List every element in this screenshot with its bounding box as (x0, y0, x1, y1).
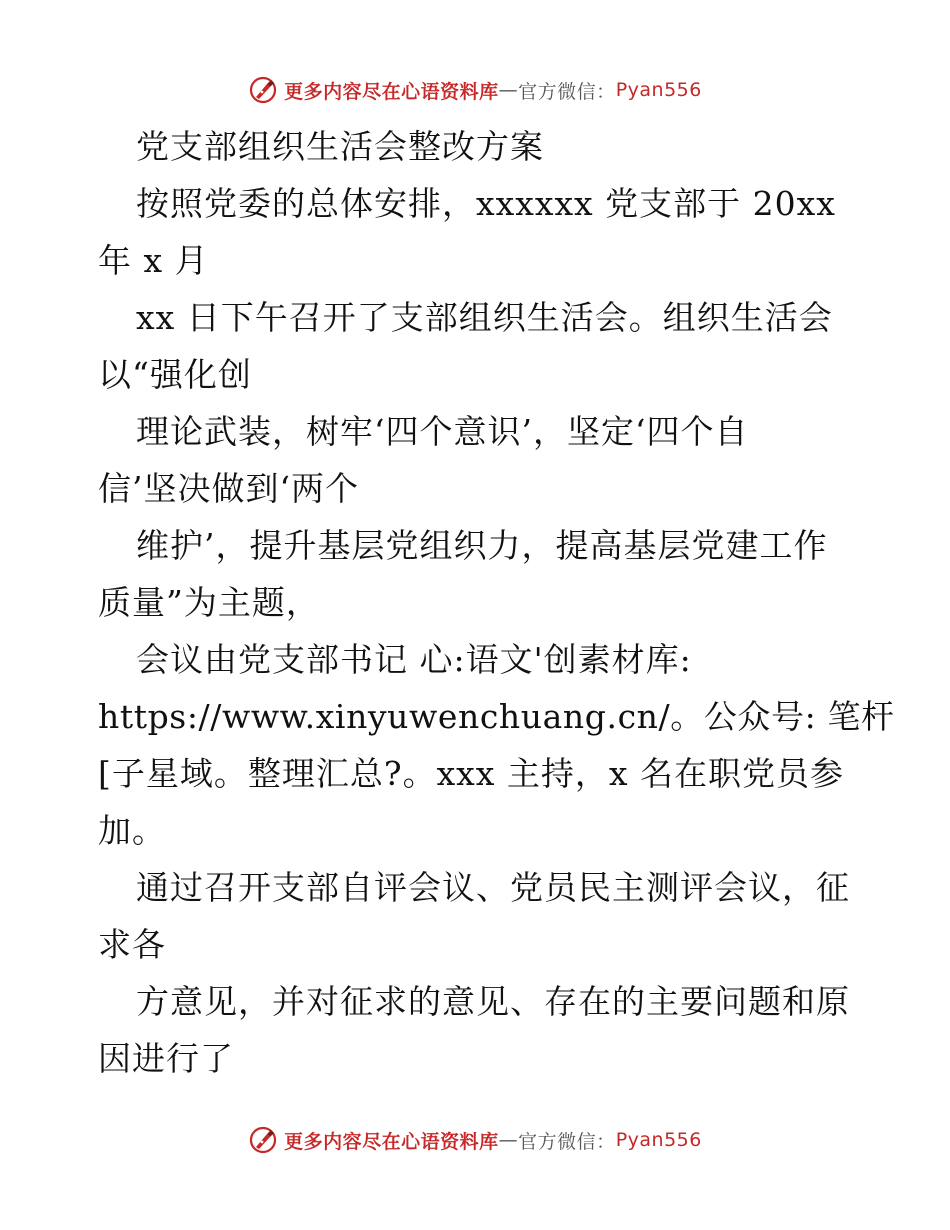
paragraph-line: 会议由党支部书记 心:语文'创素材库: (136, 640, 692, 679)
paragraph-line-url: https://www.xinyuwenchuang.cn/。公众号: 笔杆 (98, 697, 895, 736)
paragraph-line: 质量”为主题， (98, 583, 320, 622)
paragraph-line: 理论武装，树牢‘四个意识’，坚定‘四个自 (136, 412, 749, 451)
paragraph-line: 按照党委的总体安排，xxxxxx 党支部于 20xx (136, 184, 836, 223)
banner-dash: — (498, 79, 519, 101)
paragraph-line: 因进行了 (98, 1039, 234, 1078)
banner-dash: — (498, 1129, 519, 1151)
paragraph-line: 通过召开支部自评会议、党员民主测评会议，征 (136, 868, 850, 907)
paragraph-line: 加。 (98, 811, 166, 850)
paragraph-line: 以“强化创 (98, 355, 252, 394)
banner-brand-text: 更多内容尽在心语资料库 (284, 80, 499, 103)
document-body (98, 118, 895, 1087)
paragraph-line: [子星域。整理汇总?。xxx 主持，x 名在职党员参 (98, 754, 844, 793)
document-title: 党支部组织生活会整改方案 (136, 127, 544, 166)
paragraph-line: 方意见，并对征求的意见、存在的主要问题和原 (136, 982, 850, 1021)
paragraph-line: 维护’，提升基层党组织力，提高基层党建工作 (136, 526, 828, 565)
paragraph-line: 求各 (98, 925, 166, 964)
paragraph-line: xx 日下午召开了支部组织生活会。组织生活会 (136, 298, 833, 337)
banner-wechat-id: Pyan556 (615, 1129, 702, 1151)
fountain-pen-logo-icon (248, 75, 278, 105)
paragraph-line: 信’坚决做到‘两个 (98, 469, 359, 508)
header-banner (0, 70, 950, 110)
banner-official-text: 官方微信： (518, 1130, 616, 1153)
fountain-pen-logo-icon (248, 1125, 278, 1155)
banner-wechat-id: Pyan556 (615, 79, 702, 101)
paragraph-line: 年 x 月 (98, 241, 209, 280)
banner-brand-text: 更多内容尽在心语资料库 (284, 1130, 499, 1153)
footer-banner (0, 1120, 950, 1160)
banner-official-text: 官方微信： (518, 80, 616, 103)
